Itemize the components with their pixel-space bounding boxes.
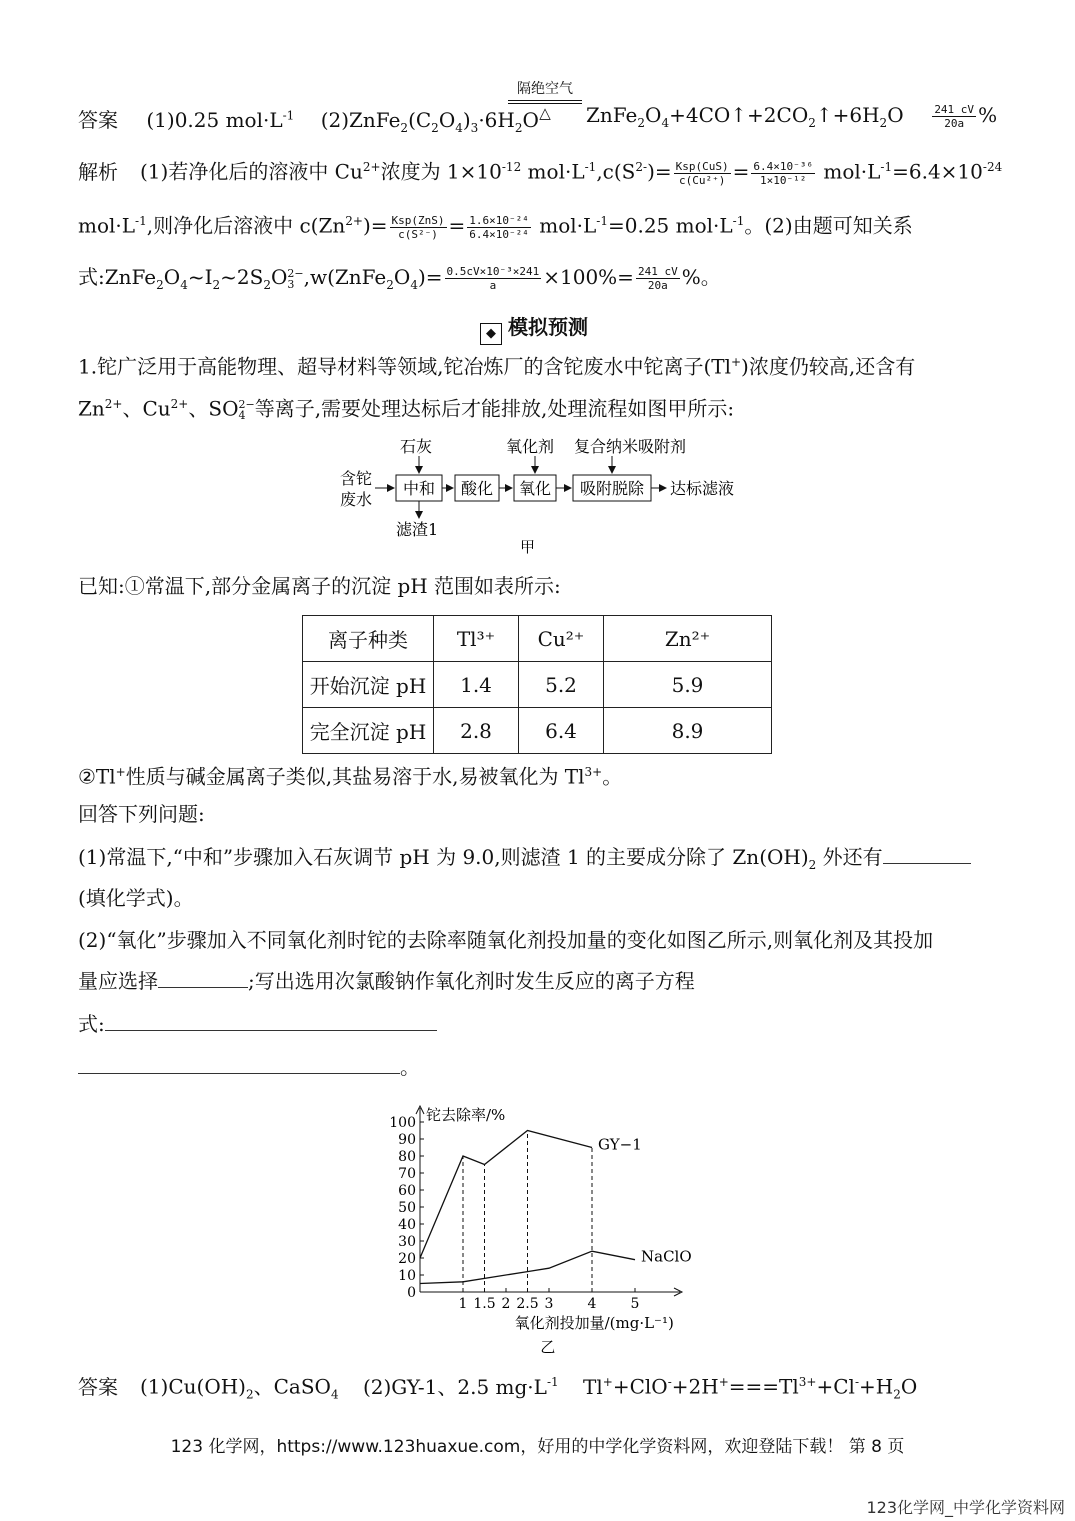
subquestion-1: (1)常温下,“中和”步骤加入石灰调节 pH 为 9.0,则滤渣 1 的主要成分除了 $Zn(OH)_2$ 外还有 (78, 843, 971, 879)
precipitation-ph-table (302, 615, 772, 754)
chart-caption: 乙 (540, 1338, 556, 1356)
series-label: GY−1 (598, 1135, 642, 1154)
ksp-cus-fraction: $\frac{\text{Ksp(CuS)}}{\text{c(Cu²⁺)}}$ (675, 159, 729, 187)
prompt-line: 回答下列问题: (78, 802, 205, 826)
flow-input-2: 废水 (340, 490, 373, 509)
answer-blank-4[interactable] (78, 1055, 400, 1074)
answer-line-1 (78, 101, 539, 142)
table-row: 开始沉淀 pH 1.4 5.2 5.9 (303, 662, 772, 708)
answer-blank-3[interactable] (105, 1012, 437, 1031)
x-tick-label: 5 (630, 1296, 640, 1312)
x-tick-label: 2 (501, 1296, 511, 1312)
y-tick-label: 30 (398, 1234, 416, 1250)
subquestion-1-cont: (填化学式)。 (78, 886, 194, 910)
known-line-2: ②Tl+性质与碱金属离子类似,其盐易溶于水,易被氧化为 $Tl^{3+}$。 (78, 764, 623, 789)
subquestion-2-line4: 。 (78, 1053, 420, 1081)
site-watermark: 123化学网_中学化学资料网 (866, 1498, 1065, 1517)
condition-bottom: △ (539, 104, 551, 122)
y-tick-label: 10 (398, 1268, 416, 1284)
flow-add-oxidant: 氧化剂 (506, 437, 555, 456)
y-tick-label: 100 (389, 1115, 416, 1131)
analysis-line-3: 式$:ZnFe_2O_4\sim I_2\sim 2S_2O$ 2− 3 $,w(ZnFe_2O_4)=$ $\frac{\text{0.5cV×10⁻³×241}}{a}$ ×100%= $\frac{241 cV}{20a}$ %。 (78, 265, 721, 292)
analysis-line-1: 解析 (1)若净化后的溶液中 $Cu^{2+}$浓度为 $1\times 10^{-12}$ $mol\cdot L^{-1},c(S^{2-})=$ $\frac{\text{Ksp(CuS)}}{\text{c(Cu²⁺)}}$ = $\frac{\text{6.4×10⁻³⁶}}{\text{1×10⁻¹²}}$ $mol\cdot L^{-1}=6.4\times 10^{-24}$ (78, 159, 1003, 187)
series-line-gy1 (420, 1131, 592, 1259)
analysis-line-2: $mol\cdot L^{-1}$,则净化后溶液中 $c(Zn^{2+})=$ $\frac{\text{Ksp(ZnS)}}{\text{c(S²⁻)}}$ = $\frac{\text{1.6×10⁻²⁴}}{\text{6.4×10⁻²⁴}}$ $mol\cdot L^{-1}=0.25$ $mol\cdot L^{-1}$。(2)由题可知关系 (78, 213, 913, 241)
y-axis-label: 铊去除率/% (426, 1106, 506, 1124)
flow-caption: 甲 (520, 538, 536, 556)
y-tick-label: 50 (398, 1200, 416, 1216)
zns-value-fraction: $\frac{\text{1.6×10⁻²⁴}}{\text{6.4×10⁻²⁴}}$ (469, 213, 529, 241)
subquestion-2: (2)“氧化”步骤加入不同氧化剂时铊的去除率随氧化剂投加量的变化如图乙所示,则氧化剂及其投加 (78, 928, 934, 952)
answer-part2: $(2)ZnFe_2(C_2O_4)_3\cdot 6H_2O$ (320, 107, 539, 135)
mass-fraction-expr: $\frac{\text{0.5cV×10⁻³×241}}{a}$ (446, 265, 540, 292)
x-tick-label: 3 (544, 1296, 554, 1312)
diamond-icon: ◆ (480, 323, 502, 345)
svg-text:吸附脱除: 吸附脱除 (579, 479, 645, 498)
y-tick-label: 0 (407, 1285, 416, 1301)
answer-blank-2[interactable] (158, 969, 248, 988)
y-tick-label: 90 (398, 1132, 416, 1148)
y-tick-label: 60 (398, 1183, 416, 1199)
x-tick-label: 4 (587, 1296, 597, 1312)
answer-part1: (1)0.25 $mol\cdot L^{-1}$ (146, 107, 295, 132)
removal-rate-chart (380, 1092, 710, 1362)
subquestion-2-line2: 量应选择 ;写出选用次氯酸钠作氧化剂时发生反应的离子方程 (78, 969, 695, 993)
mass-fraction-result: $\frac{241 cV}{20a}$ (637, 265, 678, 292)
x-axis-label: 氧化剂投加量/(mg·L⁻¹) (514, 1314, 674, 1332)
flow-residue: 滤渣1 (396, 520, 439, 539)
flow-output: 达标滤液 (670, 479, 735, 498)
reaction-condition (508, 78, 582, 122)
known-line-1: 已知:①常温下,部分金属离子的沉淀 pH 范围如表所示: (78, 574, 561, 598)
table-row: 完全沉淀 pH 2.8 6.4 8.9 (303, 708, 772, 754)
svg-text:中和: 中和 (402, 479, 436, 498)
answer-label: 答案 (78, 107, 118, 132)
flow-add-lime: 石灰 (400, 437, 433, 456)
question-line-1: 1.铊广泛用于高能物理、超导材料等领域,铊冶炼厂的含铊废水中铊离子(Tl+)浓度仍较高,还含有 (78, 354, 916, 379)
flow-add-adsorbent: 复合纳米吸附剂 (574, 437, 687, 456)
answer2-label: 答案 (78, 1374, 118, 1399)
answer-line-2: 答案 $(1)Cu(OH)_2$、CaSO$_4$ (2)GY-1、2.5 $mg\cdot L^{-1}$ $Tl^++ClO^-+2H^+===Tl^{3+}+Cl^-+H_2O$ (78, 1374, 918, 1402)
page-footer: 123 化学网，https://www.123huaxue.com，好用的中学化学资料网，欢迎登陆下载！ 第 8 页 (170, 1437, 905, 1457)
section-title: ◆ 模拟预测 (480, 311, 588, 345)
svg-text:氧化: 氧化 (518, 479, 552, 498)
y-tick-label: 40 (398, 1217, 416, 1233)
question-line-2: $Zn^{2+}$、$Cu^{2+}$、SO 2− 4 等离子,需要处理达标后才能排放,处理流程如图甲所示: (78, 396, 735, 423)
answer-fraction: $\frac{241 cV}{20a}$ (934, 103, 975, 130)
subquestion-2-line3: 式: (78, 1010, 437, 1038)
ksp-zns-fraction: $\frac{\text{Ksp(ZnS)}}{\text{c(S²⁻)}}$ (391, 213, 445, 241)
cus-value-fraction: $\frac{\text{6.4×10⁻³⁶}}{\text{1×10⁻¹²}}$ (753, 159, 813, 187)
process-flow-diagram (330, 428, 760, 560)
table-header-row: 离子种类 Tl³⁺ Cu²⁺ Zn²⁺ (303, 616, 772, 662)
condition-top: 隔绝空气 (517, 81, 573, 97)
series-label: NaClO (641, 1247, 692, 1266)
answer-blank-1[interactable] (883, 845, 971, 864)
x-tick-label: 2.5 (516, 1296, 539, 1312)
flow-input-1: 含铊 (340, 469, 373, 488)
analysis-label: 解析 (78, 159, 118, 184)
y-tick-label: 70 (398, 1166, 416, 1182)
y-tick-label: 20 (398, 1251, 416, 1267)
svg-text:酸化: 酸化 (460, 479, 494, 498)
x-tick-label: 1.5 (473, 1296, 496, 1312)
y-tick-label: 80 (398, 1149, 416, 1165)
x-tick-label: 1 (458, 1296, 468, 1312)
answer-products: $ZnFe_2O_4+4CO↑+2CO_2↑+6H_2O$ $\frac{241 cV}{20a}$ % (586, 103, 998, 130)
